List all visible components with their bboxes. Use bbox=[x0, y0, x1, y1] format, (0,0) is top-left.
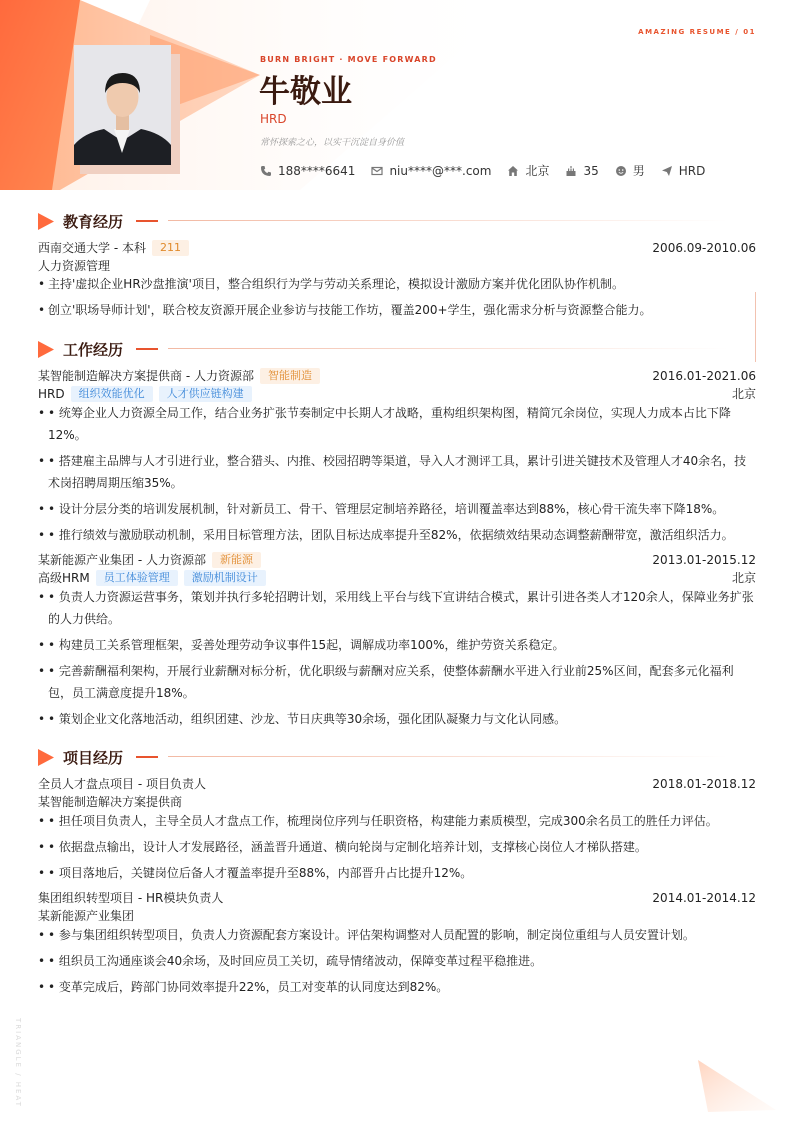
contact-bar bbox=[260, 162, 721, 179]
section-dash bbox=[136, 756, 158, 758]
contact-gender bbox=[615, 162, 645, 179]
school-name: 西南交通大学 - 本科 bbox=[38, 241, 146, 255]
work-location: 北京 bbox=[731, 571, 756, 585]
section-dash bbox=[136, 220, 158, 222]
avatar bbox=[74, 45, 171, 165]
section-header-education bbox=[38, 211, 756, 231]
profile-photo bbox=[74, 45, 171, 165]
mail-icon bbox=[371, 165, 383, 177]
skill-tag: 人才供应链构建 bbox=[159, 386, 252, 402]
skill-tag: 激励机制设计 bbox=[184, 570, 266, 586]
section-title: 项目经历 bbox=[63, 749, 124, 767]
slogan: BURN BRIGHT · MOVE FORWARD bbox=[260, 55, 437, 64]
top-tag: AMAZING RESUME / 01 bbox=[638, 28, 756, 36]
project-date: 2014.01-2014.12 bbox=[652, 890, 756, 905]
list-item: • • 负责人力资源运营事务，策划并执行多轮招聘计划，采用线上平台与线下宣讲结合模式，累计引进各类人才120余人，保障业务扩张的人力供给。 bbox=[38, 590, 754, 626]
project-org-row bbox=[38, 907, 756, 924]
home-icon bbox=[507, 165, 519, 177]
school-tag: 211 bbox=[152, 240, 189, 256]
section-header-work bbox=[38, 339, 756, 359]
project-row bbox=[38, 889, 756, 906]
motto: 常怀探索之心，以实干沉淀自身价值 bbox=[260, 138, 405, 148]
project-date: 2018.01-2018.12 bbox=[652, 776, 756, 791]
work-title-row bbox=[38, 569, 756, 586]
email-text: niu****@***.com bbox=[389, 163, 492, 178]
contact-city bbox=[507, 162, 549, 179]
work-row bbox=[38, 367, 756, 384]
work-date: 2013.01-2015.12 bbox=[652, 552, 756, 567]
list-item: • • 统筹企业人力资源全局工作，结合业务扩张节奏制定中长期人才战略，重构组织架构图，精简冗余岗位，实现人力成本占比下降12%。 bbox=[38, 406, 731, 442]
corner-triangle-decoration bbox=[694, 1060, 776, 1112]
section-divider bbox=[168, 348, 728, 349]
list-item: • • 策划企业文化落地活动，组织团建、沙龙、节日庆典等30余场，强化团队凝聚力与文化认同感。 bbox=[38, 712, 567, 726]
project-org: 某新能源产业集团 bbox=[38, 909, 135, 923]
list-item: • • 担任项目负责人，主导全员人才盘点工作，梳理岗位序列与任职资格，构建能力素质模型，完成300余名员工的胜任力评估。 bbox=[38, 814, 718, 828]
skill-tag: 员工体验管理 bbox=[96, 570, 178, 586]
phone-text: 188****6641 bbox=[278, 163, 356, 178]
section-divider bbox=[168, 756, 728, 757]
industry-tag: 新能源 bbox=[212, 552, 261, 568]
project-org-row bbox=[38, 793, 756, 810]
project-name: 集团组织转型项目 - HR模块负责人 bbox=[38, 891, 224, 905]
list-item: • • 构建员工关系管理框架，妥善处理劳动争议事件15起，调解成功率100%，维护劳资关系稳定。 bbox=[38, 638, 565, 652]
triangle-icon bbox=[38, 341, 54, 358]
major: 人力资源管理 bbox=[38, 259, 111, 273]
send-icon bbox=[661, 165, 673, 177]
education-date: 2006.09-2010.06 bbox=[652, 240, 756, 255]
industry-tag: 智能制造 bbox=[260, 368, 320, 384]
list-item: • • 设计分层分类的培训发展机制，针对新员工、骨干、管理层定制培养路径，培训覆盖率达到88%，核心骨干流失率下降18%。 bbox=[38, 502, 725, 516]
cake-icon bbox=[565, 165, 577, 177]
contact-phone[interactable] bbox=[260, 164, 355, 178]
gender-text: 男 bbox=[632, 164, 645, 178]
work-title-row bbox=[38, 385, 756, 402]
education-row bbox=[38, 239, 756, 256]
work-row bbox=[38, 551, 756, 568]
skill-tag: 组织效能优化 bbox=[71, 386, 153, 402]
contact-email[interactable] bbox=[371, 164, 491, 178]
list-item: • • 变革完成后，跨部门协同效率提升22%，员工对变革的认同度达到82%。 bbox=[38, 980, 449, 994]
education-major-row bbox=[38, 257, 756, 274]
list-item: • • 项目落地后，关键岗位后备人才覆盖率提升至88%，内部晋升占比提升12%。 bbox=[38, 866, 473, 880]
job-title: 高级HRM bbox=[38, 571, 90, 585]
job-title: HRD bbox=[38, 386, 65, 401]
target-text: HRD bbox=[678, 163, 706, 178]
list-item: • • 参与集团组织转型项目，负责人力资源配套方案设计。评估架构调整对人员配置的影响，制定岗位重组与人员安置计划。 bbox=[38, 928, 695, 942]
age-text: 35 bbox=[583, 163, 599, 178]
contact-target bbox=[661, 164, 706, 178]
project-row bbox=[38, 775, 756, 792]
contact-age bbox=[565, 164, 598, 178]
phone-icon bbox=[260, 165, 272, 177]
project-org: 某智能制造解决方案提供商 bbox=[38, 795, 183, 809]
list-item: • • 依据盘点输出，设计人才发展路径，涵盖晋升通道、横向轮岗与定制化培养计划，支撑核心岗位人才梯队搭建。 bbox=[38, 840, 647, 854]
section-title: 工作经历 bbox=[63, 341, 124, 359]
section-header-projects bbox=[38, 747, 756, 767]
list-item: • • 推行绩效与激励联动机制，采用目标管理方法，团队目标达成率提升至82%，依据绩效结果动态调整薪酬带宽，激活组织活力。 bbox=[38, 528, 734, 542]
list-item: • • 完善薪酬福利架构，开展行业薪酬对标分析，优化职级与薪酬对应关系，使整体薪酬水平进入行业前25%区间，配套多元化福利包，员工满意度提升18%。 bbox=[38, 664, 734, 700]
candidate-name: 牛敬业 bbox=[259, 74, 352, 110]
city-text: 北京 bbox=[525, 164, 550, 178]
project-name: 全员人才盘点项目 - 项目负责人 bbox=[38, 777, 206, 791]
company-name: 某新能源产业集团 - 人力资源部 bbox=[38, 553, 206, 567]
triangle-icon bbox=[38, 213, 54, 230]
list-item: • 创立'职场导师计划'，联合校友资源开展企业参访与技能工作坊，覆盖200+学生，强化需求分析与资源整合能力。 bbox=[38, 303, 652, 317]
triangle-icon bbox=[38, 749, 54, 766]
list-item: • • 搭建雇主品牌与人才引进行业，整合猎头、内推、校园招聘等渠道，导入人才测评工具，累计引进关键技术及管理人才40余名，技术岗招聘周期压缩35%。 bbox=[38, 454, 747, 490]
side-label: TRIANGLE / HEAT bbox=[14, 1018, 22, 1108]
section-dash bbox=[136, 348, 158, 350]
list-item: • 主持'虚拟企业HR沙盘推演'项目，整合组织行为学与劳动关系理论，模拟设计激励方案并优化团队协作机制。 bbox=[38, 277, 624, 291]
work-location: 北京 bbox=[731, 387, 756, 401]
section-divider bbox=[168, 220, 728, 221]
list-item: • • 组织员工沟通座谈会40余场，及时回应员工关切，疏导情绪波动，保障变革过程平稳推进。 bbox=[38, 954, 543, 968]
section-title: 教育经历 bbox=[63, 213, 124, 231]
candidate-role: HRD bbox=[260, 112, 287, 126]
face-icon bbox=[615, 165, 627, 177]
company-name: 某智能制造解决方案提供商 - 人力资源部 bbox=[38, 369, 254, 383]
work-date: 2016.01-2021.06 bbox=[652, 368, 756, 383]
